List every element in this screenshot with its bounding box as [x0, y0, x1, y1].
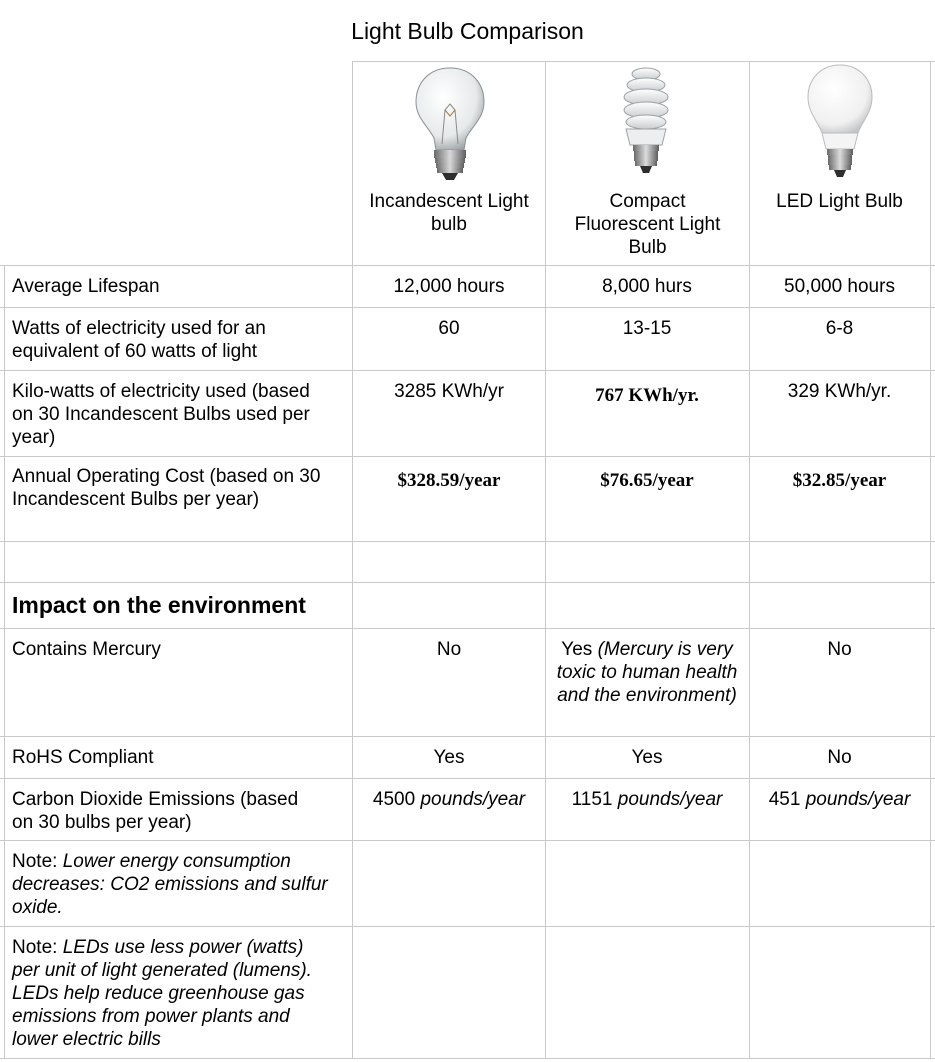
note-energy-text: Lower energy consumption decreases: CO2 emissions and sulfur oxide.	[12, 851, 328, 918]
mercury-incandescent: No	[436, 639, 462, 660]
kw-incandescent: 3285 KWh/yr	[394, 381, 504, 402]
page-title: Light Bulb Comparison	[351, 18, 584, 44]
led-bulb-icon	[803, 61, 877, 181]
co2-led-unit: pounds/year	[805, 789, 911, 810]
rohs-cfl: Yes	[631, 747, 663, 768]
cost-cfl: $76.65/year	[600, 470, 694, 491]
co2-cfl-amount: 1151	[571, 789, 613, 810]
rohs-led: No	[827, 747, 852, 768]
lifespan-cfl: 8,000 hurs	[602, 276, 692, 297]
cfl-bulb-icon	[615, 65, 677, 178]
row-label-lifespan: Average Lifespan	[12, 276, 160, 297]
row-label-kilowatts: Kilo-watts of electricity used (based on 30 Incandescent Bulbs used per year)	[12, 381, 310, 448]
watts-cfl: 13-15	[622, 318, 672, 339]
kw-led: 329 KWh/yr.	[787, 381, 892, 402]
rohs-incandescent: Yes	[433, 747, 465, 768]
cost-led: $32.85/year	[792, 470, 887, 491]
lifespan-incandescent: 12,000 hours	[393, 276, 505, 297]
header-incandescent: Incandescent Light bulb	[369, 191, 529, 235]
co2-led	[749, 780, 930, 811]
mercury-cfl-note: (Mercury is very toxic to human health and the environment)	[556, 639, 738, 706]
row-label-co2: Carbon Dioxide Emissions (based on 30 bulbs per year)	[12, 789, 299, 833]
note-led-text: LEDs use less power (watts) per unit of light generated (lumens). LEDs help reduce greenhouse gas emissions from power plants and lower electric bills	[12, 937, 312, 1050]
section-heading-impact: Impact on the environment	[12, 592, 306, 618]
incandescent-bulb-icon	[412, 64, 488, 182]
watts-led: 6-8	[825, 318, 854, 339]
header-led: LED Light Bulb	[776, 191, 903, 212]
kw-cfl: 767 KWh/yr.	[595, 385, 699, 406]
co2-incandescent	[352, 780, 546, 811]
co2-led-amount: 451	[768, 789, 801, 810]
note-energy	[0, 842, 330, 919]
note-led-prefix: Note:	[12, 937, 58, 958]
note-led	[0, 928, 335, 1051]
row-label-watts: Watts of electricity used for an equivalent of 60 watts of light	[12, 318, 266, 362]
lifespan-led: 50,000 hours	[784, 276, 895, 297]
row-label-rohs: RoHS Compliant	[12, 747, 154, 768]
watts-incandescent: 60	[438, 318, 460, 339]
row-label-mercury: Contains Mercury	[12, 639, 161, 660]
note-energy-prefix: Note:	[12, 851, 58, 872]
header-cfl: Compact Fluorescent Light Bulb	[574, 191, 721, 258]
co2-cfl	[545, 780, 749, 811]
co2-cfl-unit: pounds/year	[617, 789, 723, 810]
mercury-led: No	[827, 639, 852, 660]
mercury-cfl-value: Yes	[561, 639, 593, 660]
co2-incandescent-unit: pounds/year	[420, 789, 526, 810]
cost-incandescent: $328.59/year	[397, 470, 501, 491]
mercury-cfl	[548, 630, 746, 707]
co2-incandescent-amount: 4500	[372, 789, 416, 810]
row-label-cost: Annual Operating Cost (based on 30 Incandescent Bulbs per year)	[12, 466, 321, 510]
